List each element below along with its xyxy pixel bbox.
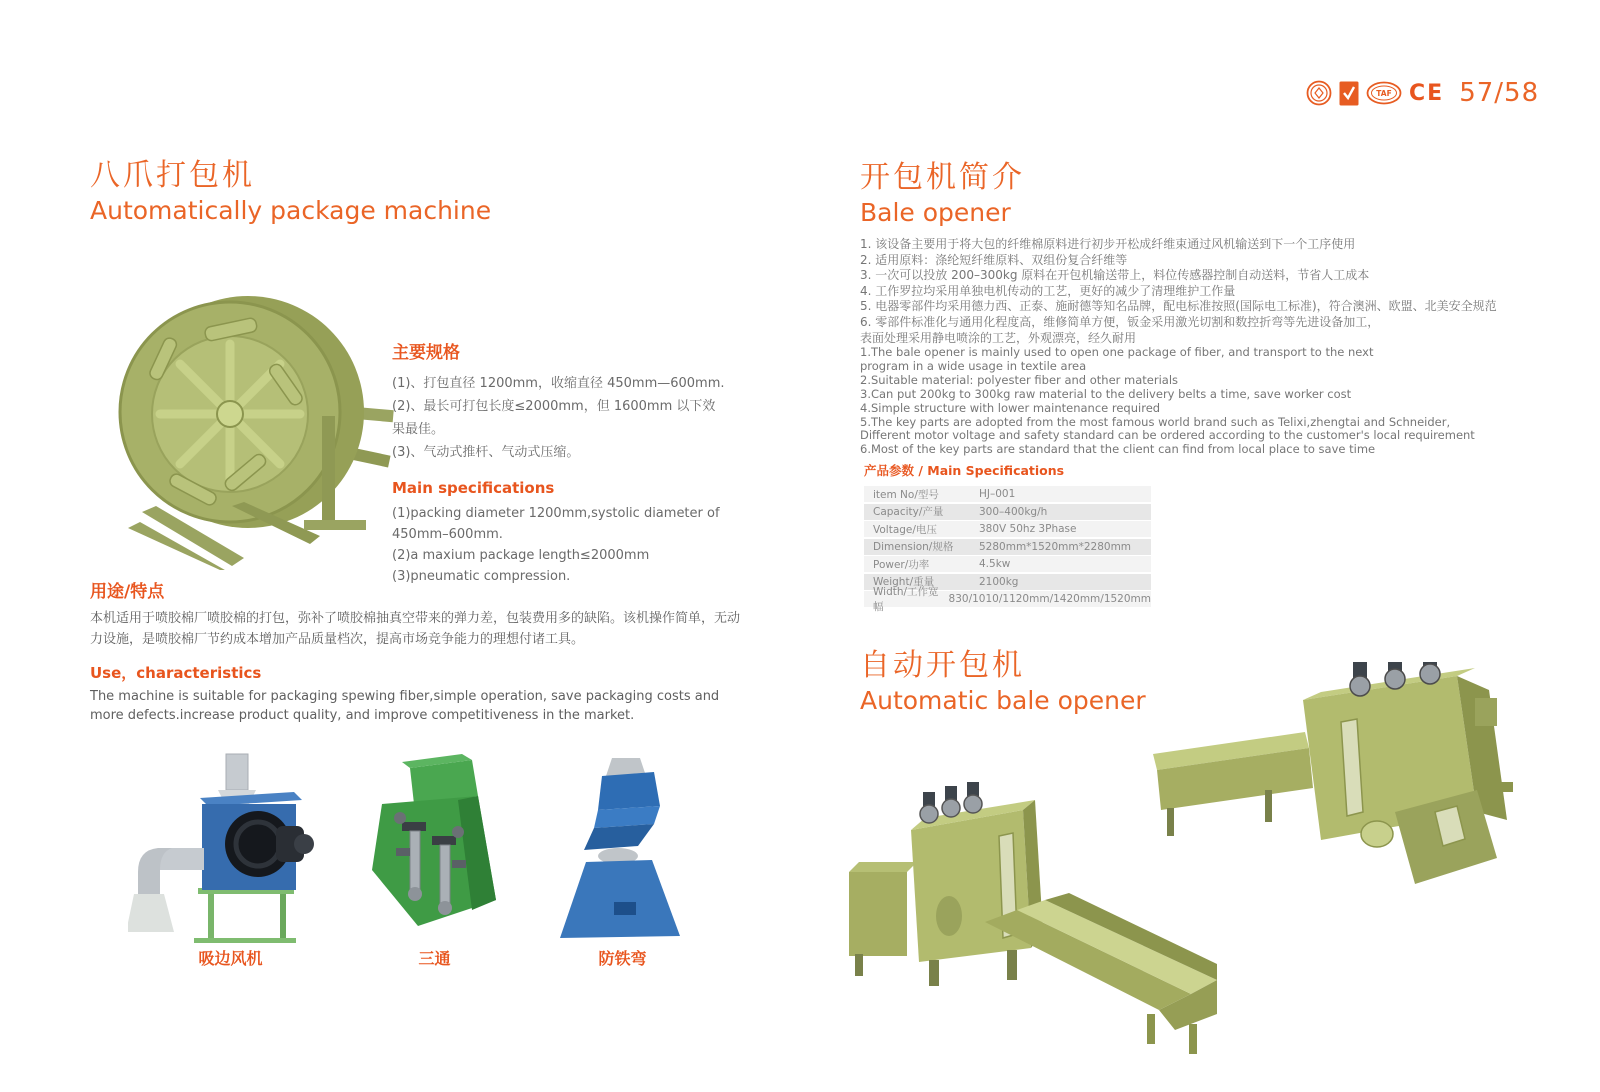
table-cell-value: HJ–001 — [979, 488, 1016, 500]
spec-line: (1)、打包直径 1200mm，收缩直径 450mm—600mm. — [392, 376, 725, 391]
bale-opener-title-zh: 自动开包机 — [860, 648, 1025, 683]
left-section-title — [90, 158, 491, 226]
feature-line: 2.Suitable material: polyester fiber and other materials — [860, 372, 1179, 387]
table-cell-value: 2100kg — [979, 575, 1019, 588]
feature-line: program in a wide usage in textile area — [860, 358, 1087, 373]
product-label-anti-iron-bend: 防铁弯 — [598, 949, 647, 968]
table-cell-label: item No/型号 — [873, 488, 939, 501]
feature-line: 5. 电器零部件均采用德力西、正泰、施耐德等知名品牌，配电标准按照(国际电工标准)，符合澳洲、欧盟、北美安全规范 — [860, 299, 1497, 314]
cqc-seal-icon — [1306, 80, 1332, 106]
spec-line: (3)pneumatic compression. — [392, 569, 571, 584]
taf-oval-icon — [1366, 81, 1402, 105]
feature-line: 1. 该设备主要用于将大包的纤维棉原料进行初步开松成纤维束通过风机输送到下一个工序使用 — [860, 237, 1356, 251]
brand-header — [1306, 78, 1539, 108]
packing-machine-photo — [82, 266, 394, 570]
spec-table — [864, 461, 1151, 613]
use-en-heading: Use，characteristics — [90, 664, 262, 682]
spec-table-heading: 产品参数 / Main Specifications — [864, 463, 1065, 478]
features-list-en — [860, 346, 1500, 457]
anti-iron-bend-photo — [558, 752, 688, 944]
bale-opener-title-en: Automatic bale opener — [860, 686, 1146, 715]
table-row — [864, 586, 1151, 613]
feature-line: 2. 适用原料：涤纶短纤维原料、双组份复合纤维等 — [860, 252, 1128, 267]
table-cell-label: Power/功率 — [873, 558, 930, 571]
page-number: 57/58 — [1459, 78, 1540, 108]
feature-line: 1.The bale opener is mainly used to open one package of fiber, and transport to the next — [860, 345, 1374, 359]
specs-en-heading: Main specifications — [392, 479, 555, 497]
table-cell-label: Width/工作宽幅 — [873, 586, 939, 613]
check-badge-icon — [1339, 81, 1359, 106]
bale-opener-section-title — [860, 648, 1146, 716]
feature-line: 4.Simple structure with lower maintenance required — [860, 400, 1161, 415]
table-cell-label: Capacity/产量 — [873, 506, 944, 518]
use-en-body: The machine is suitable for packaging spewing fiber,simple operation, save packaging costs and more defects.increase product quality, and improve competitiveness in the market. — [90, 689, 720, 723]
svg-text:TAF: TAF — [1376, 89, 1392, 98]
feature-line: 表面处理采用静电喷涂的工艺，外观漂亮，经久耐用 — [860, 330, 1137, 345]
spec-line: (3)、气动式推杆、气动式压缩。 — [392, 445, 580, 460]
table-cell-label: Dimension/规格 — [873, 541, 954, 553]
table-cell-label: Voltage/电压 — [873, 523, 937, 536]
feature-line: Different motor voltage and safety standard can be ordered according to the customer's local requirement — [860, 428, 1475, 443]
right-title-en: Bale opener — [860, 198, 1011, 227]
tee-hopper-photo — [352, 752, 517, 944]
right-section-title — [860, 160, 1025, 228]
feature-line: 5.The key parts are adopted from the most famous world brand such as Telixi,zhengtai and Schneider, — [860, 414, 1451, 429]
specifications-block — [392, 338, 727, 587]
table-cell-label: Weight/重量 — [873, 576, 935, 588]
product-label-tee: 三通 — [418, 949, 451, 968]
use-characteristics-block — [90, 577, 745, 725]
product-label-suction-fan: 吸边风机 — [198, 949, 263, 968]
specs-zh-heading: 主要规格 — [392, 343, 460, 363]
table-row — [864, 521, 1151, 537]
left-title-zh: 八爪打包机 — [90, 158, 255, 193]
table-cell-value: 380V 50hz 3Phase — [979, 523, 1077, 535]
table-cell-value: 4.5kw — [979, 558, 1011, 570]
feature-line: 6. 零部件标准化与通用化程度高，维修简单方便，钣金采用激光切割和数控折弯等先进设备加工， — [860, 314, 1380, 329]
feature-line: 4. 工作罗拉均采用单独电机传动的工艺，更好的减少了清理维护工作量 — [860, 283, 1236, 298]
right-title-zh: 开包机简介 — [860, 160, 1025, 195]
table-row — [864, 539, 1151, 555]
use-zh-heading: 用途/特点 — [90, 582, 165, 602]
feature-line: 6.Most of the key parts are standard that the client can find from local place to save time — [860, 442, 1376, 457]
suction-fan-photo — [128, 742, 333, 947]
table-row — [864, 556, 1151, 572]
ce-mark-icon: CE — [1409, 80, 1445, 106]
table-row — [864, 486, 1151, 502]
spec-line: (2)a maxium package length≤2000mm — [392, 548, 650, 563]
left-title-en: Automatically package machine — [90, 196, 492, 225]
features-list-zh — [860, 237, 1500, 346]
feature-line: 3.Can put 200kg to 300kg raw material to the delivery belts a time, save worker cost — [860, 386, 1352, 401]
spec-line: (1)packing diameter 1200mm,systolic diameter of 450mm–600mm. — [392, 506, 720, 542]
bale-opener-right-photo — [1145, 662, 1525, 917]
table-row — [864, 504, 1151, 520]
table-cell-value: 5280mm*1520mm*2280mm — [979, 540, 1132, 553]
table-cell-value: 830/1010/1120mm/1420mm/1520mm — [948, 593, 1151, 605]
spec-line: (2)、最长可打包长度≤2000mm，但 1600mm 以下效果最佳。 — [392, 399, 716, 437]
use-zh-body: 本机适用于喷胶棉厂喷胶棉的打包，弥补了喷胶棉抽真空带来的弹力差，包装费用多的缺陷。该机操作简单，无动力设施，是喷胶棉厂节约成本增加产品质量档次，提高市场竞争能力的理想付诸工具。 — [90, 611, 741, 647]
table-cell-value: 300–400kg/h — [979, 505, 1048, 518]
feature-line: 3. 一次可以投放 200–300kg 原料在开包机输送带上，料位传感器控制自动送料，节省人工成本 — [860, 268, 1370, 283]
